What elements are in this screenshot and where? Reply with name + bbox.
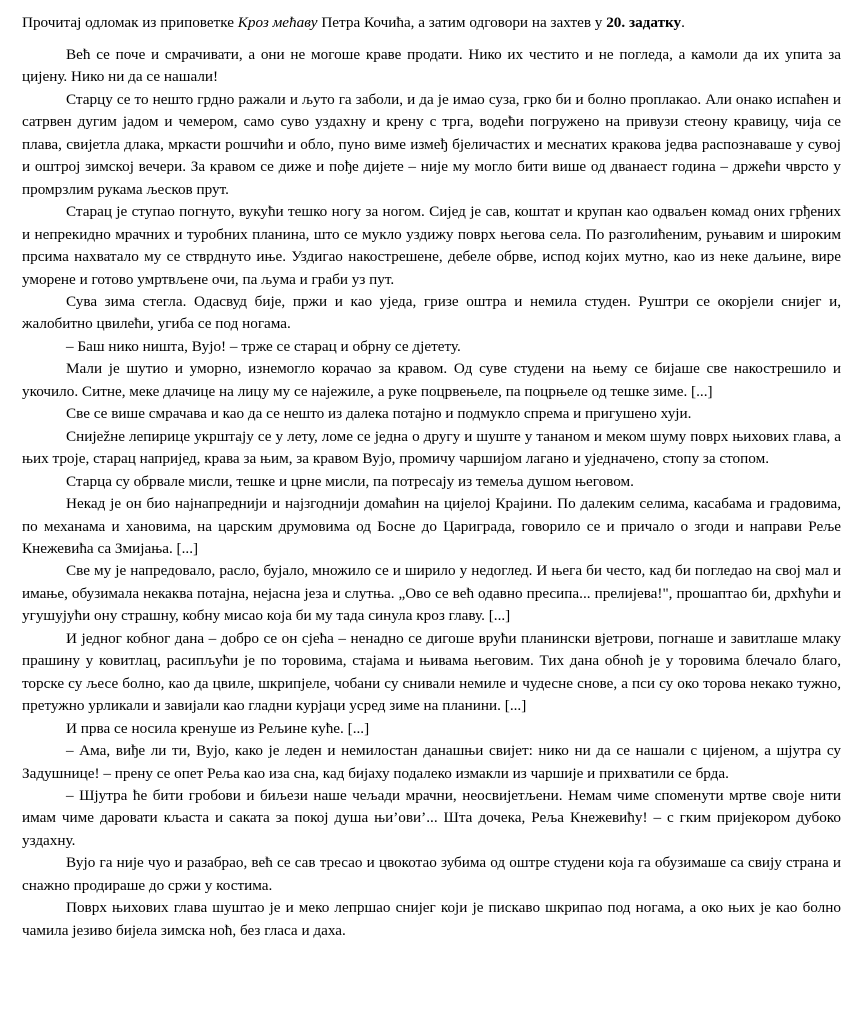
excerpt-paragraph: И прва се носила кренуше из Рељине куће. [...] <box>66 719 370 737</box>
excerpt-paragraph: – Шјутра ће бити гробови и биљези наше чељади мрачни, неосвијетљени. Немам чиме споменути мртве своје нити имам чиме даровати кљаста и саката за покој душа њи’ови’... Шта дочека, Реља Кнежевићу! – с гким пријекором дубоко уздахну. <box>22 786 841 849</box>
excerpt-paragraph: Поврх њихових глава шуштао је и меко лепршао снијег који је пискаво шкрипао под ногама, а око њих је као болно чамила језиво бијела зимска ноћ, без гласа и даха. <box>22 899 841 939</box>
excerpt-paragraph: – Ама, виђе ли ти, Вујо, како је леден и немилостан данашњи свијет: нико ни да се нашали с цијеном, а шјутра су Задушнице! – прену се опет Реља као иза сна, кад бијаху подалеко измакли из чаршије и прихватили се брда. <box>22 742 841 782</box>
excerpt-paragraph: Сниježне лепирице укрштају се у лету, ломе се једна о другу и шуште у тананом и меком шуму поврх њихових глава, а њих троје, старац напријед, крава за њим, за кравом Вујо, промичу чаршијом лагано и уједначено, стопу за стопом. <box>22 427 841 468</box>
excerpt-paragraph: Старцу се то нешто грдно ражали и љуто га заболи, и да је имао суза, грко би и болно проплакао. Али онако испаћен и сатрвен дугим јадом и чемером, само суво уздахну и крену с трга, водећи погружено на привузи стеону кравицу, чија се плава, свијетла длака, мркасти рошчићи и обло, пуно виме измеђ бјеличастих и меснатих кракова једва распознаваше у сувој и оштрој зимској вечери. За кравом се диже и пође дијете – није му могло бити више од дванаест година – држећи чврсто у промрзлим рукама љесков прут. <box>22 90 841 198</box>
excerpt-paragraph: Све му је напредовало, расло, бујало, множило се и ширило у недоглед. И њега би често, кад би погледао на свој мал и имање, обузимала некаква потајна, нејасна језа и слутња. „Ово се већ одавно пресипа... прелијева!", прошаптао би, дрхћући и угушујући ону страшну, кобну мисао која би му тада синула кроз главу. [...] <box>22 562 841 625</box>
excerpt-paragraph: Некад је он био најнапреднији и најзгоднији домаћин на цијелој Крајини. По далеким селима, касабама и градовима, по механама и хановима, на царским друмовима од Босне до Цариграда, говорило се и причало о згоди и направи Реље Кнежевића са Змијања. [...] <box>22 495 841 557</box>
excerpt-paragraph: Сува зима стегла. Одасвуд бије, пржи и као уједа, гризе оштра и немила студен. Руштри се окорјели снијег и, жалобитно цвилећи, угиба се под ногама. <box>22 292 841 333</box>
excerpt-paragraph: Све се више смрачава и као да се нешто из далека потајно и подмукло спрема и пригушено хуји. <box>66 405 692 423</box>
instruction-end: . <box>681 14 685 31</box>
excerpt-paragraph: Већ се поче и смрачивати, а они не могоше краве продати. Нико их честито и не погледа, а камоли да их упита за цијену. Нико ни да се нашали! <box>22 46 841 86</box>
excerpt-paragraph: – Баш нико ништа, Вујо! – трже се старац и обрну се дјетету. <box>66 337 461 355</box>
excerpt-paragraph: Старца су обрвале мисли, тешке и црне мисли, па потресају из темеља душом његовом. <box>66 472 634 490</box>
excerpt-paragraph: Вујо га није чуо и разабрао, већ се сав тресао и цвокотао зубима од оштре студени која га обузимаше са свију страна и снажно продираше до сржи у костима. <box>22 854 841 894</box>
instruction-before-title: Прочитај одломак из приповетке <box>22 14 238 31</box>
work-title: Кроз мећаву <box>237 14 318 31</box>
excerpt-paragraph: Мали је шутио и уморно, изнемогло корачао за кравом. Од суве студени на њему се бијаше све накострешило и укочило. Ситне, меке длачице на лицу му се најежиле, а руке поцрвењеле, па поцрњеле од тешке зиме. [...] <box>22 360 841 400</box>
excerpt-paragraph: Старац је ступао погнуто, вукући тешко ногу за ногом. Сијед је сав, коштат и крупан као одваљен комад оних грђених и непрекидно мрачних и туробних планина, што се мукло уздижу поврх његова села. По разголићеним, руњавим и широким прсима нахватало му се стврднуто иње. Уздигао накострешене, дебеле обрве, испод којих мутно, као из неке даљине, вире уморене и готово умртвљене очи, па љума и граби уз пут. <box>22 203 841 288</box>
excerpt-body <box>22 44 841 942</box>
excerpt-paragraph: И једног кобног дана – добро се он сјећа – ненадно се дигоше врући планински вјетрови, погнаше и завитлаше млаку прашину у ковитлац, расипљући је по торовима, стајама и њивама његовим. Тих дана обноћ је у торовима блечало благо, торске су љесе болно, као да цвиле, шкрипјеле, чобани су снивали немиле и чудесне снове, а пси су око торова некако тужно, претужно урликали и завијали као гладни курјаци усред зиме на планини. [...] <box>22 629 841 715</box>
instruction-line <box>22 12 841 34</box>
instruction-after-title: Петра Кочића, а затим одговори на захтев у <box>317 14 607 31</box>
task-reference: 20. задатку <box>606 14 682 31</box>
